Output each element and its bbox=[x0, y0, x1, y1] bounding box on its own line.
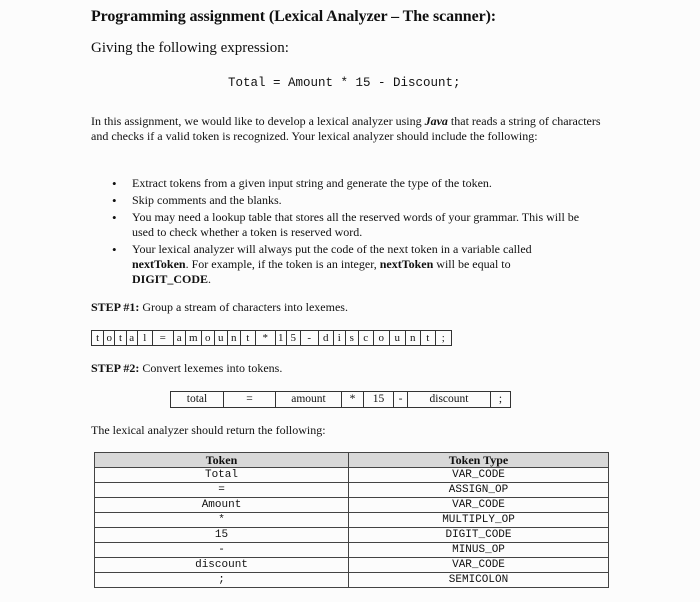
type-cell: VAR_CODE bbox=[349, 498, 609, 513]
expression: Total = Amount * 15 - Discount; bbox=[228, 76, 461, 90]
char-cell: u bbox=[214, 331, 227, 345]
var-next-token: nextToken bbox=[132, 257, 186, 271]
char-cell: n bbox=[405, 331, 420, 345]
token-cell: discount bbox=[95, 558, 349, 573]
intro-before: In this assignment, we would like to develop a lexical analyzer using bbox=[91, 114, 425, 128]
bullet-text: Skip comments and the blanks. bbox=[132, 193, 282, 207]
table-row bbox=[95, 543, 609, 558]
char-cell: t bbox=[114, 331, 125, 345]
lexeme-cell: - bbox=[393, 392, 407, 407]
lexeme-cell: amount bbox=[275, 392, 341, 407]
lexeme-cell: 15 bbox=[363, 392, 393, 407]
char-cell: t bbox=[96, 332, 100, 344]
step-2 bbox=[91, 361, 282, 376]
char-cell: o bbox=[103, 331, 114, 345]
list-item bbox=[111, 210, 591, 240]
char-cell: t bbox=[420, 331, 435, 345]
type-cell: MULTIPLY_OP bbox=[349, 513, 609, 528]
char-cell: m bbox=[185, 331, 201, 345]
char-cell: l bbox=[137, 331, 152, 345]
var-next-token: nextToken bbox=[379, 257, 434, 271]
step-1-label: STEP #1: bbox=[91, 300, 140, 314]
char-cell: * bbox=[255, 331, 275, 345]
token-cell: Amount bbox=[95, 498, 349, 513]
type-cell: DIGIT_CODE bbox=[349, 528, 609, 543]
token-cell: 15 bbox=[95, 528, 349, 543]
table-header-row bbox=[95, 453, 609, 468]
table-row bbox=[95, 498, 609, 513]
char-cell: n bbox=[227, 331, 240, 345]
bullet-text: . For example, if the token is an integer, bbox=[185, 257, 380, 271]
token-cell: = bbox=[95, 483, 349, 498]
step-1 bbox=[91, 300, 348, 315]
char-cell: o bbox=[201, 331, 214, 345]
char-cell: d bbox=[318, 331, 333, 345]
bullet-text: Your lexical analyzer will always put the code of the next token in a variable called bbox=[132, 242, 532, 256]
bullet-text: will be equal to bbox=[433, 257, 511, 271]
intro-paragraph bbox=[91, 114, 603, 144]
list-item bbox=[111, 193, 591, 208]
char-cell: s bbox=[345, 331, 358, 345]
char-cell: t bbox=[240, 331, 255, 345]
lexeme-cell: = bbox=[223, 392, 275, 407]
char-cell: a bbox=[126, 331, 137, 345]
type-cell: ASSIGN_OP bbox=[349, 483, 609, 498]
type-cell: MINUS_OP bbox=[349, 543, 609, 558]
table-row bbox=[95, 558, 609, 573]
lexeme-cell: ; bbox=[490, 392, 510, 407]
char-cell: o bbox=[373, 331, 389, 345]
char-cell: i bbox=[333, 331, 345, 345]
list-item bbox=[111, 242, 591, 287]
char-cell: = bbox=[152, 331, 173, 345]
bullet-text: Extract tokens from a given input string and generate the type of the token. bbox=[132, 176, 492, 190]
bullet-text: You may need a lookup table that stores all the reserved words of your grammar. This will be used to check whether a token is reserved word. bbox=[132, 210, 580, 239]
returns-label: The lexical analyzer should return the following: bbox=[91, 423, 326, 437]
step-2-text: Convert lexemes into tokens. bbox=[139, 361, 283, 375]
lexeme-cell: total bbox=[186, 393, 208, 405]
list-item bbox=[111, 176, 591, 191]
table-row bbox=[95, 483, 609, 498]
requirements-list bbox=[111, 176, 591, 289]
token-cell: ; bbox=[95, 573, 349, 588]
token-cell: - bbox=[95, 543, 349, 558]
header-token-type: Token Type bbox=[349, 453, 609, 468]
step-2-label: STEP #2: bbox=[91, 361, 140, 375]
page-title: Programming assignment (Lexical Analyzer – The scanner): bbox=[91, 8, 497, 25]
lexeme-stream bbox=[170, 391, 511, 408]
lexeme-cell: * bbox=[341, 392, 363, 407]
token-cell: * bbox=[95, 513, 349, 528]
header-token: Token bbox=[95, 453, 349, 468]
char-cell: - bbox=[300, 331, 318, 345]
lexeme-cell: discount bbox=[407, 392, 490, 407]
table-row bbox=[95, 528, 609, 543]
step-1-text: Group a stream of characters into lexemes. bbox=[139, 300, 348, 314]
token-cell: Total bbox=[95, 468, 349, 483]
char-cell: c bbox=[358, 331, 373, 345]
type-cell: VAR_CODE bbox=[349, 558, 609, 573]
table-row bbox=[95, 573, 609, 588]
type-cell: VAR_CODE bbox=[349, 468, 609, 483]
table-row bbox=[95, 513, 609, 528]
char-cell: a bbox=[173, 331, 185, 345]
given-label: Giving the following expression: bbox=[91, 40, 289, 56]
digit-code: DIGIT_CODE bbox=[132, 272, 209, 286]
intro-after: that reads a string of characters and checks if a valid token is recognized. Your lexical analyzer should include the following: bbox=[91, 114, 601, 143]
java-word: Java bbox=[424, 114, 448, 128]
char-cell: u bbox=[389, 331, 405, 345]
char-cell: ; bbox=[435, 331, 451, 345]
table-row bbox=[95, 468, 609, 483]
token-table bbox=[94, 452, 609, 588]
char-cell: 1 bbox=[275, 331, 286, 345]
type-cell: SEMICOLON bbox=[349, 573, 609, 588]
character-stream bbox=[91, 330, 452, 346]
char-cell: 5 bbox=[286, 331, 300, 345]
bullet-text: . bbox=[208, 272, 212, 286]
